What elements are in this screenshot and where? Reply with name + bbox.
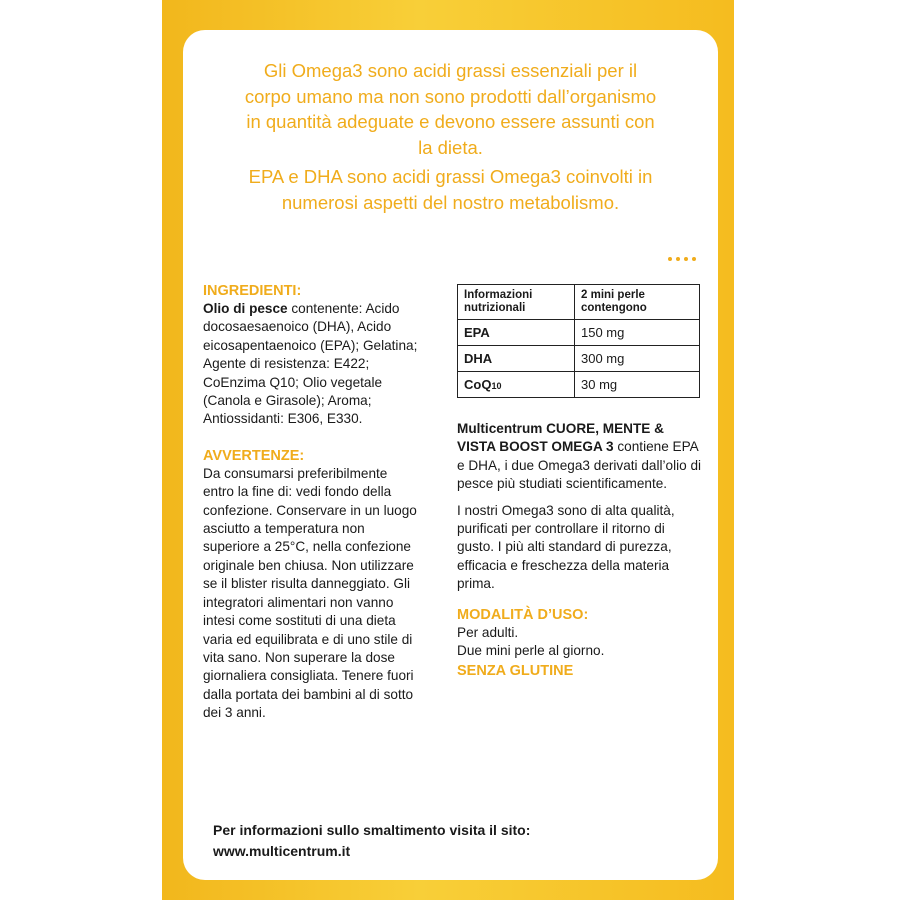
table-row — [458, 320, 700, 346]
warnings-heading: AVVERTENZE: — [203, 447, 305, 464]
product-description — [457, 420, 702, 494]
ingredients-body: contenente: Acido docosaesaenoico (DHA), Acido eicosapentaenoico (EPA); Gelatina; Agente di resistenza: E422; CoEnzima Q10; Olio vegetale (Canola e Girasole); Aroma; Antiossidanti: E306, E330. — [203, 301, 418, 427]
ingredients-bold-lead: Olio di pesce — [203, 301, 288, 316]
usage-line-1: Per adulti. — [457, 624, 519, 640]
intro-text — [183, 58, 718, 215]
nutrient-label-main: CoQ — [464, 377, 492, 392]
intro-paragraph-2: EPA e DHA sono acidi grassi Omega3 coinvolti in numerosi aspetti del nostro metabolismo. — [248, 166, 653, 213]
nutrition-table-header — [458, 285, 700, 320]
nutrient-value: 150 mg — [575, 320, 700, 346]
product-name: Multicentrum CUORE, MENTE & VISTA BOOST OMEGA 3 — [457, 421, 664, 455]
label-card — [183, 30, 718, 880]
nutrition-header-label: Informazioni nutrizionali — [458, 285, 575, 320]
nutrient-value: 300 mg — [575, 346, 700, 372]
website-link[interactable]: www.multicentrum.it — [213, 843, 351, 859]
usage-section — [457, 606, 702, 681]
gluten-free-label: SENZA GLUTINE — [457, 663, 574, 680]
usage-line-2: Due mini perle al giorno. — [457, 643, 605, 659]
nutrition-header-value: 2 mini perle contengono — [575, 285, 700, 320]
disposal-info — [213, 820, 703, 862]
ingredients-text — [203, 300, 418, 429]
left-column — [203, 282, 418, 723]
nutrient-label-subscript: 10 — [491, 381, 502, 391]
ingredients-heading: INGREDIENTI: — [203, 283, 302, 299]
warnings-text: Da consumarsi preferibilmente entro la fine di: vedi fondo della confezione. Conservare in un luogo asciutto a temperatura non superiore a 25°C, nella confezione originale ben chiusa. Non utilizzare se il blister risulta danneggiato. Gli integratori alimentari non vanno intesi come sostituti di una dieta varia ed equilibrata e di uno stile di vita sano. Non superare la dose giornaliera consigliata. Tenere fuori dalla portata dei bambini al di sotto dei 3 anni. — [203, 465, 417, 721]
ingredients-section — [203, 282, 418, 429]
disposal-text: Per informazioni sullo smaltimento visita il sito: — [213, 822, 531, 838]
intro-paragraph-1: Gli Omega3 sono acidi grassi essenziali per il corpo umano ma non sono prodotti dall’organismo in quantità adeguate e devono essere assunti con la dieta. — [244, 60, 657, 158]
nutrient-value: 30 mg — [575, 372, 700, 398]
nutrition-table — [457, 284, 700, 398]
warnings-section — [203, 447, 418, 723]
right-column — [457, 282, 702, 680]
table-row — [458, 346, 700, 372]
nutrient-label: DHA — [458, 346, 575, 372]
quality-text: I nostri Omega3 sono di alta qualità, purificati per controllare il ritorno di gusto. I più alti standard di purezza, efficacia e freschezza della materia prima. — [457, 502, 675, 592]
nutrient-label: EPA — [458, 320, 575, 346]
dotted-separator — [668, 248, 708, 254]
table-row — [458, 372, 700, 398]
nutrient-label — [458, 372, 575, 398]
product-description-body: contiene EPA e DHA, i due Omega3 derivati dall’olio di pesce più studiati scientificamente. — [457, 439, 702, 492]
usage-heading: MODALITÀ D’USO: — [457, 606, 589, 623]
